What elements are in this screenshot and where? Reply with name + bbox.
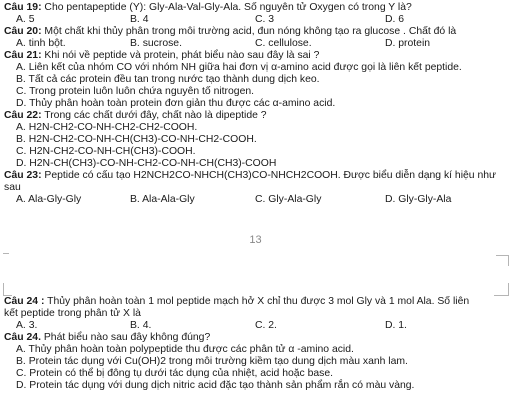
q24-option-c: C. 2.	[255, 320, 277, 331]
q19-stem: Câu 19: Cho pentapeptide (Y): Gly-Ala-Val-Gly-Ala. Số nguyên tử Oxygen có trong Y là?	[4, 2, 412, 13]
q24-option-b: B. 4.	[130, 320, 152, 331]
page-number: 13	[249, 234, 262, 246]
q22-option-a: A. H2N-CH2-CO-NH-CH2-CH2-COOH.	[16, 122, 198, 133]
q24-stem: Câu 24 : Thủy phân hoàn toàn 1 mol peptide mạch hở X chỉ thu được 3 mol Gly và 1 mol Ala. Số liên	[4, 296, 470, 307]
q22-option-c: C. H2N-CH2-CO-NH-CH(CH3)-COOH.	[16, 146, 196, 157]
q25-option-b: B. Protein tác dụng với Cu(OH)2 trong môi trường kiềm tạo dung dịch màu xanh lam.	[16, 356, 408, 367]
crop-mark-bottom-left	[3, 283, 12, 296]
q22-stem: Câu 22: Trong các chất dưới đây, chất nào là dipeptide ?	[4, 110, 267, 121]
q20-option-c: C. cellulose.	[255, 38, 312, 49]
q23-option-d: D. Gly-Gly-Ala	[385, 194, 452, 205]
q19-option-c: C. 3	[255, 14, 275, 25]
q24-stem-continued: kết peptide trong phân tử X là	[4, 308, 141, 319]
crop-mark-bottom-right	[494, 283, 509, 296]
q19-option-d: D. 6	[385, 14, 405, 25]
q24-option-a: A. 3.	[16, 320, 38, 331]
q21-option-d: D. Thủy phân hoàn toàn protein đơn giản thu được các α-amino acid.	[16, 98, 336, 109]
q20-stem: Câu 20: Một chất khi thủy phân trong môi trường acid, đun nóng không tạo ra glucose . Chất đó là	[4, 26, 457, 37]
q25-option-a: A. Thủy phân hoàn toàn polypeptide thu được các phân tử α -amino acid.	[16, 344, 354, 355]
q23-option-b: B. Ala-Ala-Gly	[130, 194, 195, 205]
q23-stem-continued: sau	[4, 182, 21, 193]
crop-mark-top-right	[496, 255, 509, 266]
q22-option-b: B. H2N-CH2-CO-NH-CH(CH3)-CO-NH-CH2-COOH.	[16, 134, 257, 145]
q23-stem: Câu 23: Peptide có cấu tạo H2NCH2CO-NHCH(CH3)CO-NHCH2COOH. Được biểu diễn dạng kí hiệu như	[4, 170, 496, 181]
q19-option-b: B. 4	[130, 14, 149, 25]
q25-option-c: C. Protein có thể bị đông tụ dưới tác dụng của nhiệt, acid hoặc base.	[16, 368, 334, 379]
q21-option-b: B. Tất cả các protein đều tan trong nước tạo thành dung dịch keo.	[16, 74, 320, 85]
q25-stem: Câu 24. Phát biểu nào sau đây không đúng?	[4, 332, 211, 343]
q25-option-d: D. Protein tác dụng với dung dịch nitric acid đặc tạo thành sản phẩm rắn có màu vàng.	[16, 380, 415, 391]
q20-option-b: B. sucrose.	[130, 38, 182, 49]
q21-option-c: C. Trong protein luôn luôn chứa nguyên tố nitrogen.	[16, 86, 255, 97]
q22-option-d: D. H2N-CH(CH3)-CO-NH-CH2-CO-NH-CH(CH3)-COOH	[16, 158, 277, 169]
q21-stem: Câu 21: Khi nói về peptide và protein, phát biểu nào sau đây là sai ?	[4, 50, 320, 61]
q20-option-d: D. protein	[385, 38, 431, 49]
q20-option-a: A. tinh bột.	[16, 38, 66, 49]
q23-option-a: A. Ala-Gly-Gly	[16, 194, 82, 205]
crop-mark-top-left	[3, 253, 9, 266]
q24-option-d: D. 1.	[385, 320, 407, 331]
q23-option-c: C. Gly-Ala-Gly	[255, 194, 322, 205]
q21-option-a: A. Liên kết của nhóm CO với nhóm NH giữa hai đơn vị α-amino acid được gọi là liên kết peptide.	[16, 62, 462, 73]
q19-option-a: A. 5	[16, 14, 35, 25]
